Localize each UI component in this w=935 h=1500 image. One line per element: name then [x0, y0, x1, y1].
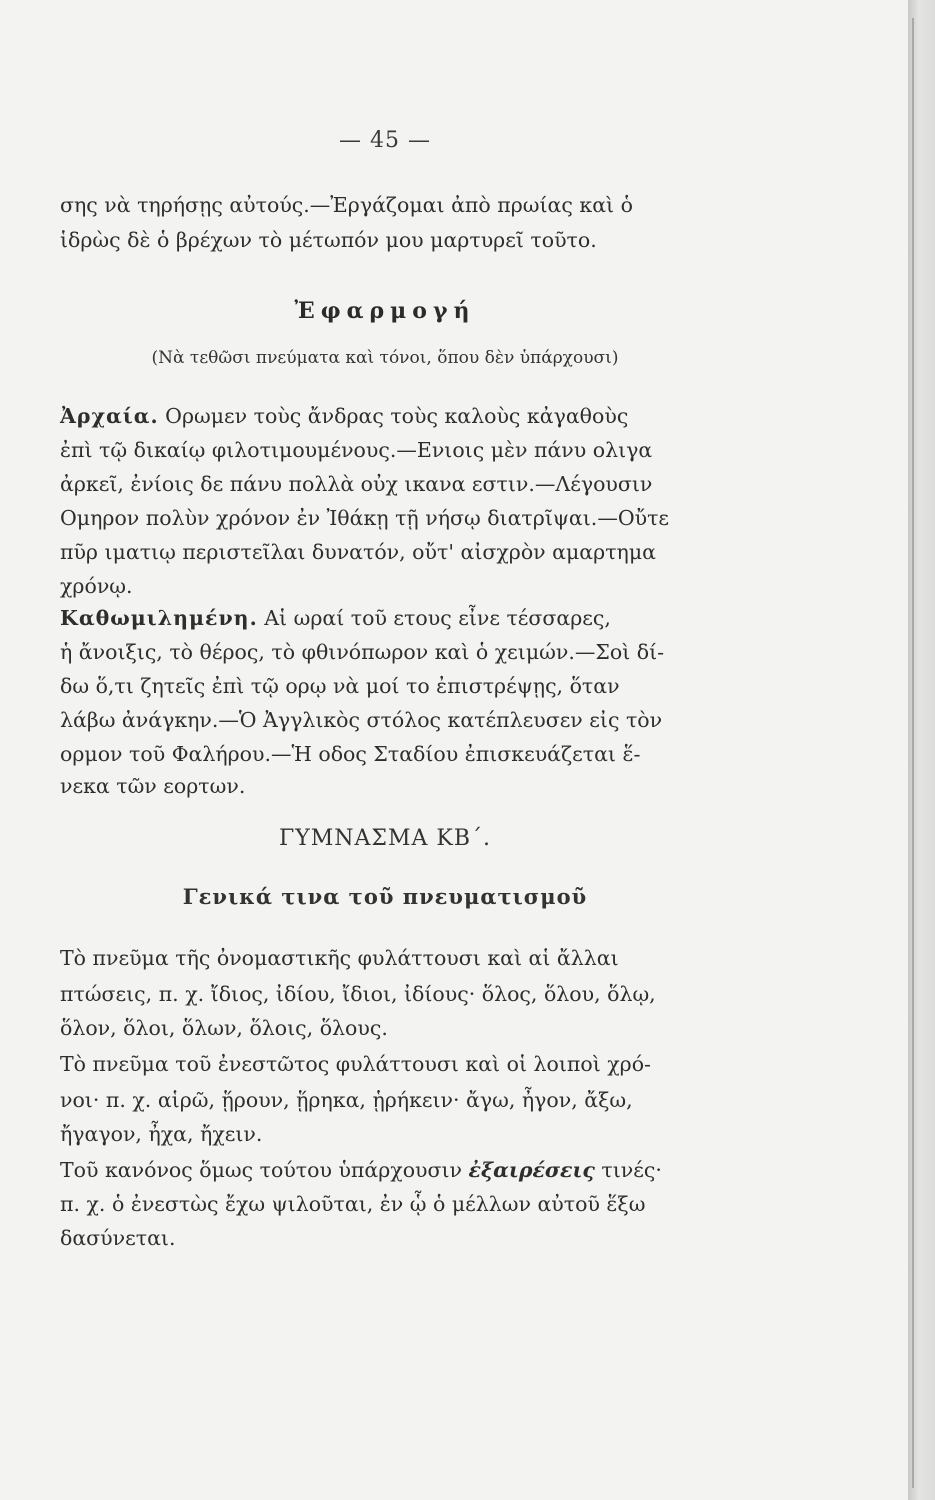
body-p3-start: Τοῦ κανόνος ὅμως τούτου ὑπάρχουσιν [60, 1158, 469, 1182]
exercise-subtitle: Γενικά τινα τοῦ πνευματισμοῦ [182, 884, 588, 909]
ancient-line-3: ἀρκεῖ, ἐνίοις δε πάνυ πολλὰ οὐχ ικανα εστιν.—Λέγουσιν [60, 472, 653, 496]
ancient-line-4: Ομηρον πολὺν χρόνον ἐν Ἰθάκῃ τῇ νήσῳ διατρῖψαι.—Οὔτε [60, 506, 670, 530]
body-p1-line-3: ὅλον, ὅλοι, ὅλων, ὅλοις, ὅλους. [60, 1016, 388, 1040]
intro-line-1: σης νὰ τηρήσῃς αὐτούς.—Ἐργάζομαι ἀπὸ πρωίας καὶ ὁ [60, 193, 633, 217]
body-p3-end: τινές· [594, 1158, 662, 1182]
application-note: (Νὰ τεθῶσι πνεύματα καὶ τόνοι, ὅπου δὲν ὑπάρχουσι) [151, 348, 619, 368]
modern-line-5: ορμον τοῦ Φαλήρου.—Ἡ οδος Σταδίου ἐπισκευάζεται ἕ- [60, 742, 641, 766]
modern-first-line: Αἱ ωραί τοῦ ετους εἶνε τέσσαρες, [257, 606, 611, 630]
body-p3-line-3: δασύνεται. [60, 1226, 176, 1250]
body-p2-line-3: ἤγαγον, ἦχα, ἤχειν. [60, 1122, 263, 1146]
exceptions-term: ἐξαιρέσεις [468, 1158, 595, 1182]
ancient-line-2: ἐπὶ τῷ δικαίῳ φιλοτιμουμένους.—Ενιοις μὲν πάνυ ολιγα [60, 438, 653, 462]
body-p1-line-1: Τὸ πνεῦμα τῆς ὀνομαστικῆς φυλάττουσι καὶ αἱ ἄλλαι [60, 946, 619, 970]
body-p3-line-1 [60, 1158, 710, 1182]
intro-line-2: ἱδρὼς δὲ ὁ βρέχων τὸ μέτωπόν μου μαρτυρεῖ τοῦτο. [60, 228, 597, 252]
modern-label: Καθωμιλημένη. [60, 606, 258, 630]
body-p1-line-2: πτώσεις, π. χ. ἴδιος, ἰδίου, ἴδιοι, ἰδίους· ὅλος, ὅλου, ὅλῳ, [60, 982, 656, 1006]
modern-line-6: νεκα τῶν εορτων. [60, 774, 246, 798]
modern-line-2: ἡ ἄνοιξις, τὸ θέρος, τὸ φθινόπωρον καὶ ὁ χειμών.—Σοὶ δί- [60, 640, 665, 664]
application-heading: Ἐφαρμογή [294, 298, 476, 324]
modern-line-1 [60, 606, 710, 630]
exercise-title: ΓΥΜΝΑΣΜΑ ΚΒ΄. [278, 826, 491, 851]
ancient-line-5: πῦρ ιματιῳ περιστεῖλαι δυνατόν, οὔτ' αἰσχρὸν αμαρτημα [60, 540, 656, 564]
page-number: — 45 — [339, 128, 431, 153]
ancient-first-line: Ορωμεν τοὺς ἄνδρας τοὺς καλοὺς κἀγαθοὺς [158, 404, 629, 428]
ancient-line-6: χρόνῳ. [60, 574, 133, 598]
modern-line-3: δω ὅ,τι ζητεῖς ἐπὶ τῷ ορῳ νὰ μοί το ἐπιστρέψῃς, ὅταν [60, 674, 620, 698]
ancient-label: Ἀρχαία. [60, 404, 159, 428]
page-edge-line [912, 18, 914, 1488]
ancient-line-1 [60, 404, 710, 428]
body-p3-line-2: π. χ. ὁ ἐνεστὼς ἔχω ψιλοῦται, ἐν ᾧ ὁ μέλλων αὐτοῦ ἕξω [60, 1192, 646, 1216]
body-p2-line-2: νοι· π. χ. αἱρῶ, ᾕρουν, ᾕρηκα, ᾑρήκειν· ἄγω, ἦγον, ἄξω, [60, 1088, 633, 1112]
body-p2-line-1: Τὸ πνεῦμα τοῦ ἐνεστῶτος φυλάττουσι καὶ οἱ λοιποὶ χρό- [60, 1052, 651, 1076]
modern-line-4: λάβω ἀνάγκην.—Ὁ Ἀγγλικὸς στόλος κατέπλευσεν εἰς τὸν [60, 708, 663, 732]
